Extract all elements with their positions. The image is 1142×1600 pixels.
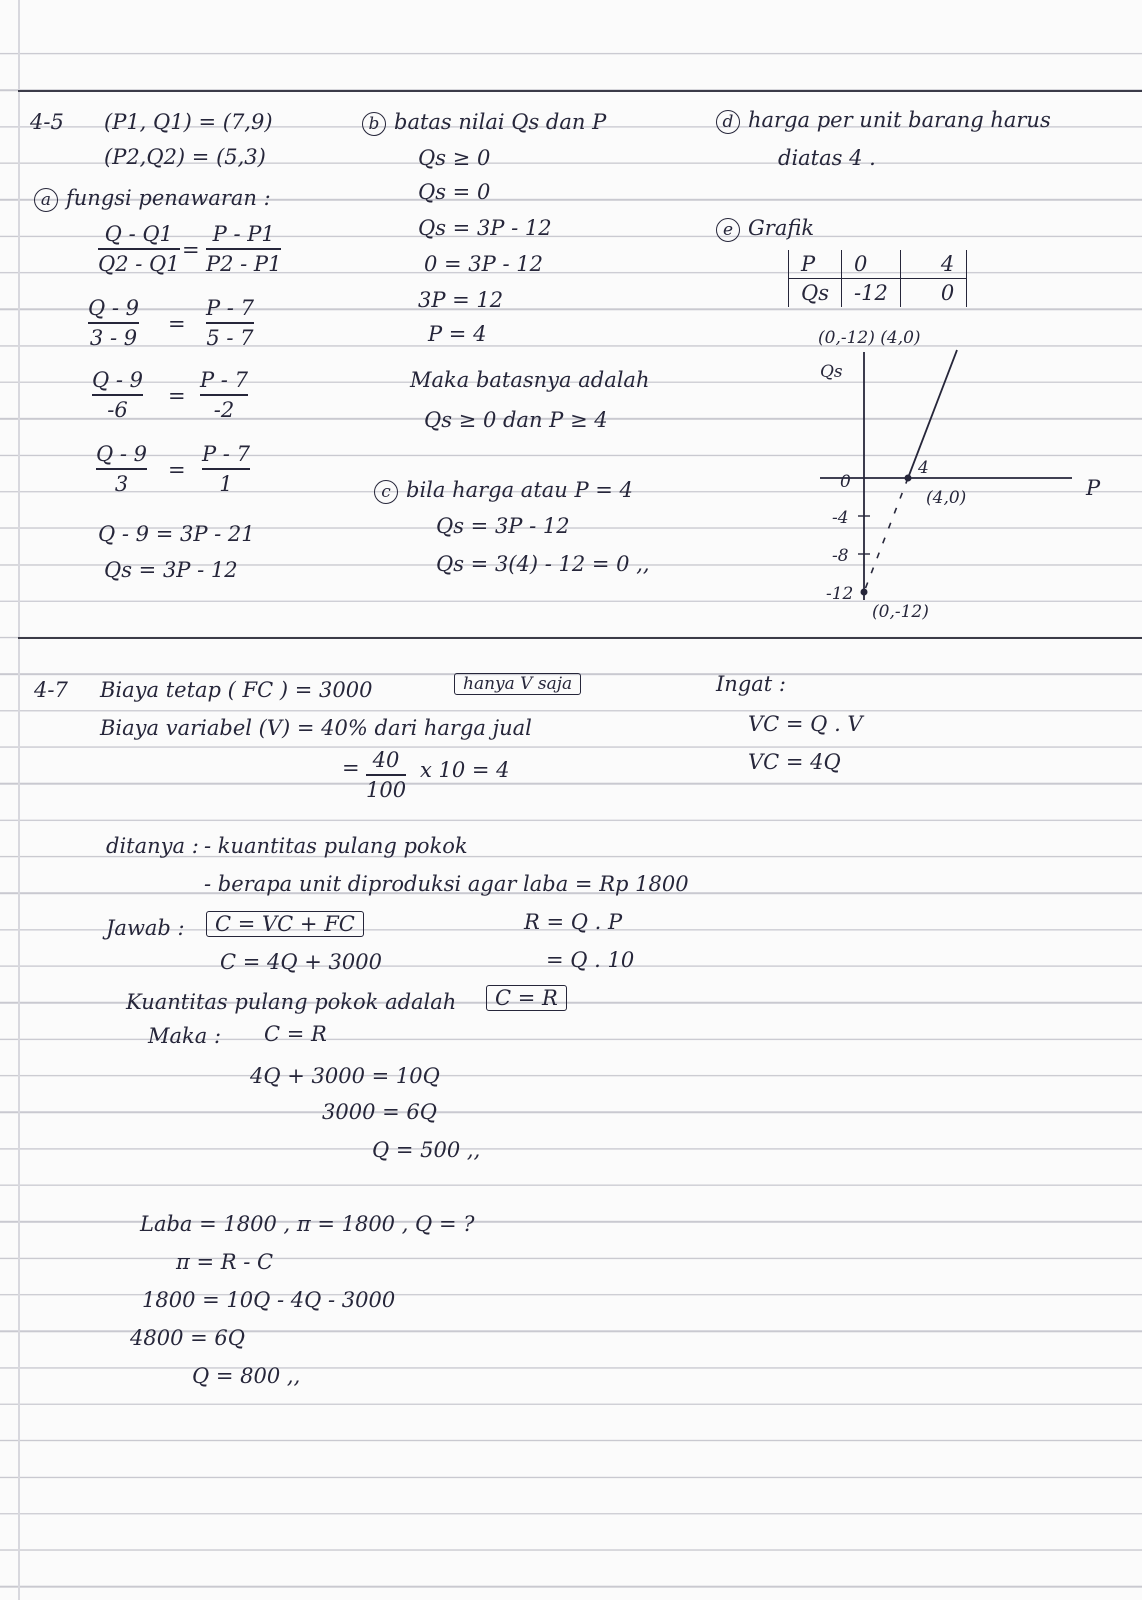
part-d-marker: d	[716, 110, 740, 134]
part-b-step: 0 = 3P - 12	[424, 252, 543, 276]
part-b-step: Qs = 3P - 12	[418, 216, 552, 240]
fraction-left: Q - Q1 Q2 - Q1	[98, 222, 180, 276]
point-label: (4,0)	[926, 488, 967, 508]
fraction-right: P - 7 -2	[200, 368, 248, 422]
part-e-title: Grafik	[748, 216, 815, 240]
table-cell: 4	[900, 250, 966, 279]
fraction-right: P - P1 P2 - P1	[206, 222, 282, 276]
part-b-result: Qs ≥ 0 dan P ≥ 4	[424, 408, 608, 432]
question-item: - kuantitas pulang pokok	[204, 834, 468, 858]
x-axis-label: P	[1086, 476, 1101, 500]
equation-line: 4800 = 6Q	[130, 1326, 245, 1350]
profit-given: Laba = 1800 , π = 1800 , Q = ?	[140, 1212, 475, 1236]
reminder-line: VC = Q . V	[748, 712, 863, 736]
fraction-left: Q - 9 3	[96, 442, 148, 496]
table-cell: Qs	[789, 279, 842, 308]
tick-label: -8	[832, 546, 849, 566]
variable-cost-line: Biaya variabel (V) = 40% dari harga jual	[100, 716, 532, 740]
answer-label: Jawab :	[106, 916, 185, 940]
equals-sign: =	[168, 458, 186, 482]
part-b-step: Qs = 0	[418, 180, 491, 204]
part-b-step: 3P = 12	[418, 288, 504, 312]
part-b-marker: b	[362, 112, 386, 136]
fraction-right: P - 7 5 - 7	[206, 296, 254, 350]
equation-line: π = R - C	[176, 1250, 274, 1274]
part-b-conclusion: Maka batasnya adalah	[410, 368, 650, 392]
part-b-step: P = 4	[428, 322, 487, 346]
fraction-result: x 10 = 4	[420, 758, 510, 782]
table-cell: 0	[900, 279, 966, 308]
table-cell: P	[789, 250, 842, 279]
part-d-text: harga per unit barang harus	[748, 108, 1051, 132]
supply-line-extension	[864, 478, 908, 592]
point-4-0	[905, 475, 912, 482]
part-c-step: Qs = 3P - 12	[436, 514, 570, 538]
point-label: (0,-12)	[872, 602, 929, 622]
equation-line: 4Q + 3000 = 10Q	[250, 1064, 440, 1088]
equation-line: C = R	[264, 1022, 327, 1046]
break-even-box: C = R	[486, 986, 567, 1010]
equals-sign: =	[168, 384, 186, 408]
part-b-title: batas nilai Qs dan P	[394, 110, 607, 134]
supply-line	[908, 350, 957, 478]
supply-function: Qs = 3P - 12	[104, 558, 238, 582]
break-even-text: Kuantitas pulang pokok adalah	[126, 990, 457, 1014]
part-a-marker: a	[34, 188, 58, 212]
fraction-right: P - 7 1	[202, 442, 250, 496]
origin-label: 0	[840, 472, 851, 492]
fixed-cost-line: Biaya tetap ( FC ) = 3000	[100, 678, 373, 702]
revenue-formula: R = Q . P	[524, 910, 623, 934]
point-pair-1: (P1, Q1) = (7,9)	[104, 110, 273, 134]
reminder-title: Ingat :	[716, 672, 786, 696]
equation-line: 3000 = 6Q	[322, 1100, 437, 1124]
problem-number: 4-5	[30, 110, 64, 134]
y-axis-label: Qs	[820, 362, 843, 382]
part-b-step: Qs ≥ 0	[418, 146, 491, 170]
part-e-marker: e	[716, 218, 740, 242]
question-item: - berapa unit diproduksi agar laba = Rp 1800	[204, 872, 689, 896]
profit-result: Q = 800 ,,	[192, 1364, 301, 1388]
question-label: ditanya :	[106, 834, 199, 858]
part-d-text: diatas 4 .	[778, 146, 876, 170]
cost-formula: C = 4Q + 3000	[220, 950, 382, 974]
part-c-step: Qs = 3(4) - 12 = 0 ,,	[436, 552, 650, 576]
revenue-formula: = Q . 10	[546, 948, 635, 972]
equation-line: 1800 = 10Q - 4Q - 3000	[142, 1288, 396, 1312]
part-c-marker: c	[374, 480, 398, 504]
table-cell: -12	[842, 279, 901, 308]
equals-sign: =	[342, 756, 360, 780]
point-0-neg12	[861, 589, 868, 596]
cost-formula-box: C = VC + FC	[206, 912, 364, 936]
part-a-title: fungsi penawaran :	[66, 186, 271, 210]
tick-label: 4	[918, 458, 929, 478]
tick-label: -4	[832, 508, 849, 528]
reminder-line: VC = 4Q	[748, 750, 841, 774]
tick-label: -12	[826, 584, 854, 604]
percent-fraction: 40 100	[366, 748, 407, 802]
fraction-left: Q - 9 -6	[92, 368, 144, 422]
equals-sign: =	[168, 312, 186, 336]
problem-number: 4-7	[34, 678, 68, 702]
equation-line: Q - 9 = 3P - 21	[98, 522, 255, 546]
break-even-result: Q = 500 ,,	[372, 1138, 481, 1162]
points-label: (0,-12) (4,0)	[818, 328, 921, 348]
part-c-title: bila harga atau P = 4	[406, 478, 633, 502]
maka-label: Maka :	[148, 1024, 222, 1048]
point-pair-2: (P2,Q2) = (5,3)	[104, 145, 266, 169]
table-cell: 0	[842, 250, 901, 279]
equals-sign: =	[182, 238, 200, 262]
note-box: hanya V saja	[454, 672, 581, 696]
fraction-left: Q - 9 3 - 9	[88, 296, 140, 350]
